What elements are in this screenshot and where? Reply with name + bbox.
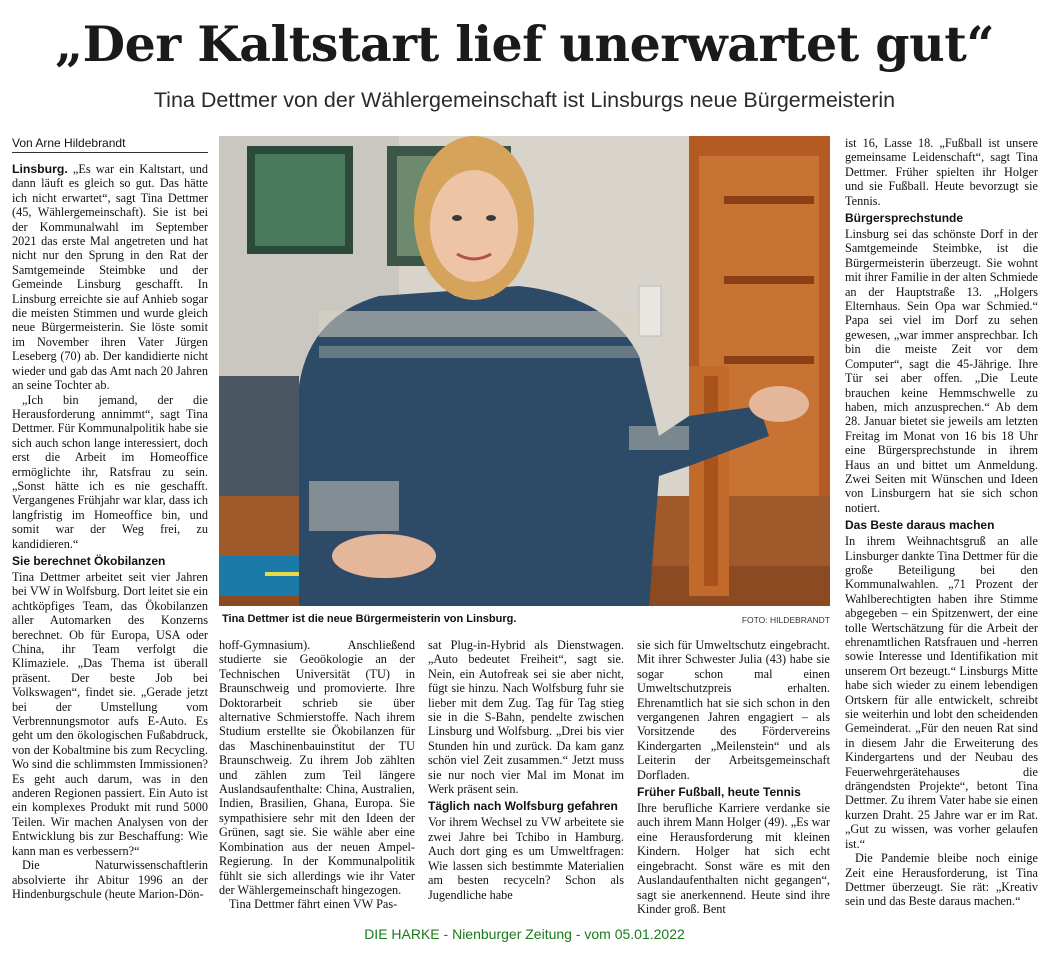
paragraph: sat Plug-in-Hybrid als Dienstwagen. „Auto bedeutet Freiheit“, sagt sie. Nein, ein Autofreak sei sie aber nicht, fügt sie hinzu. Nach Wolfsburg fuhr sie lieber mit dem Zug. Tag für Tag stieg sie in die S-Bahn, pendelte zwischen Linsburg und Wolfsburg. „Drei bis vier Stunden hin und zurück. Da kam ganz schön viel Zeit zusammen.“ Jetzt muss sie nur noch vier Mal im Monat im Werk präsent sein.	[428, 638, 624, 797]
subheading: Sie berechnet Ökobilanzen	[12, 553, 166, 568]
article-column-5	[845, 136, 1038, 918]
subheadline: Tina Dettmer von der Wählergemeinschaft ist Linsburgs neue Bürgermeisterin	[153, 88, 896, 112]
paragraph: sie sich für Umweltschutz eingebracht. Mit ihrer Schwester Julia (43) habe sie sogar schon mal einen Umweltschutzpreis erhalten. Ehrenamtlich hat sie sich schon in den vergangenen Jahren engagiert – als Vorsitzende des Fördervereins Kindergarten „Meilenstein“ und als Leiterin der Arbeitsgemeinschaft Dorfladen.	[637, 638, 830, 782]
paragraph: Tina Dettmer fährt einen VW Pas-	[229, 897, 398, 912]
dateline: Linsburg.	[12, 162, 68, 176]
subheading: Bürgersprechstunde	[845, 211, 964, 226]
paragraph: Die Pandemie bleibe noch einige Zeit eine Herausforderung, ist Tina Dettmer überzeugt. Sie rät: „Kreativ sein und das Beste daraus machen.“	[845, 851, 1038, 909]
article-column-4	[637, 638, 830, 918]
paragraph: Ihre berufliche Karriere verdanke sie auch ihrem Mann Holger (49). „Es war eine Herausforderung mit kleinen Kindern. Holger hat sich echt eingebracht. Sonst wäre es mit den Auslandaufenthalten nicht gegangen“, sagt sie anerkennend. Heute sind ihre Kinder groß. Bent	[637, 801, 830, 916]
paragraph: Vor ihrem Wechsel zu VW arbeitete sie zwei Jahre bei Tchibo in Hamburg. Auch dort ging es um Umweltfragen: Wie lassen sich bestimmte Materialien am besten recyceln? Schon als Jugendliche habe	[428, 815, 624, 902]
article-column-1	[12, 162, 208, 916]
article-column-2	[219, 638, 415, 918]
photo-credit: FOTO: HILDEBRANDT	[741, 615, 830, 625]
portrait-photo	[219, 136, 830, 606]
paragraph: Linsburg sei das schönste Dorf in der Samtgemeinde Steimbke, ist die Bürgermeisterin überzeugt. Sie wohnt mit ihrer Familie in der alten Schmiede an der Hauptstraße 13. „Holgers Elternhaus. Sein Opa war Schmied.“ Papa sei viel im Dorf zu sehen gewesen, „war immer ansprechbar. Ich bin die meiste Zeit vor dem Computer“, sagt die 45-Jährige. Ihre Tür sei aber offen. „Die Leute brauchen keine Hemmschwelle zu haben, mich anzusprechen.“ Ab dem 28. Januar bietet sie jeweils am letzten Freitag im Monat von 16 bis 18 Uhr eine Bürgersprechstunde in ihrem Haus an und bittet um Anmeldung. Zwei Seiten mit Wünschen und Ideen von Linsburgern hat sie sich schon notiert.	[845, 227, 1038, 515]
subheading: Früher Fußball, heute Tennis	[637, 785, 801, 800]
paragraph: ist 16, Lasse 18. „Fußball ist unsere gemeinsame Leidenschaft“, sagt Tina Dettmer. Früher spielten ihr Holger und sie Fußball. Heute bevorzugt sie Tennis.	[845, 136, 1038, 208]
photo-caption	[222, 612, 830, 626]
paragraph: Linsburg. „Es war ein Kaltstart, und dann läuft es gleich so gut. Das hätte ich nicht erwartet“, sagt Tina Dettmer (45, Wählergemeinschaft). Sie ist bei der Kommunalwahl im September 2021 das erste Mal angetreten und hat nicht nur den Sprung in den Rat der Samtgemeinde Steimbke und der Gemeinde Linsburg geschafft. In Linsburg erreichte sie auf Anhieb sogar die meisten Stimmen und wurde gleich neue Bürgermeisterin. Sie löste somit im November ihren Vater Jürgen Leseberg (70) ab. Der kandidierte nicht wieder und gab das Amt nach 20 Jahren an seine Tochter ab.	[12, 162, 208, 393]
paragraph: „Ich bin jemand, der die Herausforderung annimmt“, sagt Tina Dettmer. Für Kommunalpolitik habe sie sich auch schon lange interessiert, doch erst die Arbeit im Homeoffice ermöglichte ihr, Ratsfrau zu sein. „Sonst hätte ich es nie geschafft. Vergangenes Frühjahr war klar, dass ich langfristig im Homeoffice bin, und somit war der Weg frei, zu kandidieren.“	[12, 392, 208, 551]
portrait-photo-image	[219, 136, 830, 606]
byline: Von Arne Hildebrandt	[12, 135, 208, 153]
paragraph: Die Naturwissenschaftlerin absolvierte ihr Abitur 1996 an der Hindenburgschule (heute Marion-Dön-	[12, 858, 208, 901]
caption-text: Tina Dettmer ist die neue Bürgermeisterin von Linsburg.	[222, 613, 517, 625]
article-column-3	[428, 638, 624, 918]
subheading: Täglich nach Wolfsburg gefahren	[428, 799, 618, 814]
headline: „Der Kaltstart lief unerwartet gut“	[54, 15, 995, 73]
paragraph: Tina Dettmer arbeitet seit vier Jahren bei VW in Wolfsburg. Dort leitet sie ein achtköpfiges Team, das Ökobilanzen aller Automarken des Konzerns berechnet. Ob für Europa, USA oder China, ihr Team verfolgt die Klimaziele. „Das Thema ist überall präsent. Der beste Job bei Volkswagen“, findet sie. „Gerade jetzt bei der Umstellung vom Verbrennungsmotor aufs E-Auto. Es geht um den ökologischen Fußabdruck, von der Kobaltmine bis zum Recycling. Wo sind die schlimmsten Immissionen? Es geht auch darum, was in den anderen Regionen passiert. Ein Auto ist ein komplexes Produkt mit rund 5000 Teilen. Wir machen Analysen von der Entwicklung bis zur Beschaffung: Wie kann man es verbessern?“	[12, 569, 208, 858]
paragraph: In ihrem Weihnachtsgruß an alle Linsburger dankte Tina Dettmer für die große Beteiligung bei den Kommunalwahlen. „71 Prozent der Wahlberechtigten haben ihre Stimme abgegeben – ein Spitzenwert, der eine tolle Wertschätzung für die Arbeit der ehrenamtlichen Ratsfrauen und -herren sowie Interesse und Identifikation mit unserem Ort bezeugt.“ Linsburgs Mitte habe sich wieder zu einem lebendigen Ortskern für alle entwickelt, schreibt sie weiterhin und lobt den scheidenden Gemeinderat. „Für den neuen Rat sind in diesem Jahr die Erweiterung des Kindergartens und der Neubau des Feuerwehrgerätehauses die drängendsten Projekte“, betont Tina Dettmer. Zu ihrem Vater habe sie einen kurzen Draht. 25 Jahre war er im Rat. „Gut zu wissen, was vorher gelaufen ist.“	[845, 534, 1038, 851]
paragraph: hoff-Gymnasium). Anschließend studierte sie Geoökologie an der Technischen Universität (TU) in Braunschweig und promovierte. Ihre Doktorarbeit schrieb sie über alternative Schmierstoffe. Nach ihrem Studium erstellte sie Ökobilanzen für das Maschinenbauinstitut der TU Braunschweig. Zu ihrem Job zählten und zählen zum Teil längere Auslandsaufenthalte: China, Australien, Indien, Brasilien, Ghana, Europa. Sie sympathisiere sehr mit den Ideen der Grünen, sagt sie. Sie wähle aber eine Kombination aus der neuen Ampel-Regierung. In der Kommunalpolitik fühlt sie sich allerdings wie ihr Vater der Wählergemeinschaft hingezogen.	[219, 638, 415, 897]
source-footer: DIE HARKE - Nienburger Zeitung - vom 05.01.2022	[364, 926, 685, 942]
subheading: Das Beste daraus machen	[845, 518, 995, 533]
